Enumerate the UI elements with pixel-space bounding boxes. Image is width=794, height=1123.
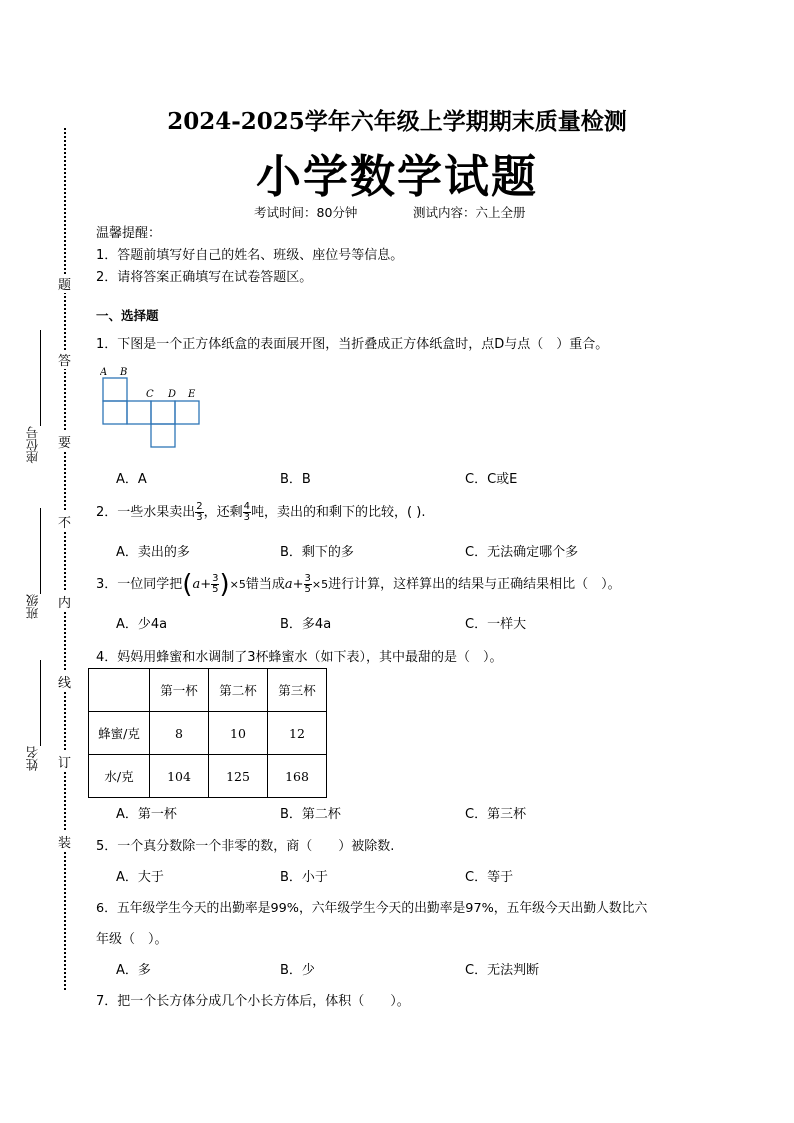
seal-char-da: 答 (58, 350, 71, 369)
table-header-row (89, 669, 327, 712)
q2-stem (96, 500, 425, 526)
class-label: 班级 (25, 594, 40, 619)
table-cell: 168 (268, 755, 327, 798)
q7-stem: 7．把一个长方体分成几个小长方体后，体积（ ）。 (96, 994, 410, 1009)
q3-expr1-a: a+ (192, 577, 212, 592)
q3-option-b[interactable]: B．多4a (280, 617, 332, 632)
table-row (89, 712, 327, 755)
reminder-line-2: 2．请将答案正确填写在试卷答题区。 (96, 270, 313, 285)
q3-text-post: 进行计算，这样算出的结果与正确结果相比（ ）。 (328, 577, 621, 592)
seal-char-bu: 不 (58, 512, 71, 531)
name-underline (40, 660, 41, 746)
q4-stem: 4．妈妈用蜂蜜和水调制了3杯蜂蜜水（如下表），其中最甜的是（ ）。 (96, 650, 503, 665)
binding-dotted-line (64, 128, 66, 990)
q2-text-mid: ，还剩 (203, 505, 243, 520)
q3-text-pre: 3．一位同学把 (96, 577, 183, 592)
table-header-cell: 第三杯 (268, 669, 327, 712)
table-cell: 水/克 (89, 755, 150, 798)
seal-char-zhuang: 装 (58, 832, 71, 851)
q3-option-c[interactable]: C．一样大 (465, 617, 527, 632)
table-cell: 12 (268, 712, 327, 755)
net-face-1 (103, 378, 127, 401)
table-header-cell (89, 669, 150, 712)
test-content: 测试内容：六上全册 (413, 205, 526, 220)
class-field[interactable] (24, 508, 42, 628)
net-label-b: B (120, 367, 128, 378)
q3-fraction-1: $\frac{3}{5}$ (212, 573, 219, 595)
net-face-5 (175, 401, 199, 424)
q1-option-a[interactable]: A．A (116, 472, 147, 487)
seal-char-ding: 订 (58, 752, 71, 771)
net-label-e: E (188, 389, 196, 400)
q6-option-c[interactable]: C．无法判断 (465, 963, 540, 978)
net-face-3 (127, 401, 151, 424)
q2-text-pre: 2．一些水果卖出 (96, 505, 196, 520)
section-heading-choice: 一、选择题 (96, 308, 159, 323)
seal-char-yao: 要 (58, 432, 71, 451)
q4-option-a[interactable]: A．第一杯 (116, 807, 177, 822)
table-cell: 125 (209, 755, 268, 798)
q6-stem-line-2: 年级（ ）。 (96, 932, 168, 947)
net-face-6 (151, 424, 175, 447)
table-header-cell: 第一杯 (150, 669, 209, 712)
seat-field[interactable] (24, 330, 42, 480)
q2-fraction-left: $\frac{4}{3}$ (243, 501, 251, 523)
net-label-d: D (168, 389, 177, 400)
honey-water-table (88, 668, 327, 798)
q3-stem: 3．一位同学把(a+ $\frac{3}{5}$ )×5错当成a+ $\frac{3}{5}$ ×5进行计算，这样算出的结果与正确结果相比（ ）。 (96, 569, 621, 600)
q3-text-mid: 错当成 (245, 577, 285, 592)
net-face-4 (151, 401, 175, 424)
q3-expr2-a: a+ (284, 577, 304, 592)
net-label-c: C (146, 389, 154, 400)
q5-option-c[interactable]: C．等于 (465, 870, 514, 885)
exam-subtitle: 2024-2025学年六年级上学期期末质量检测 (167, 108, 627, 135)
q1-option-b[interactable]: B．B (280, 472, 311, 487)
q4-option-c[interactable]: C．第三杯 (465, 807, 527, 822)
q1-stem: 1．下图是一个正方体纸盒的表面展开图，当折叠成正方体纸盒时，点D与点（ ）重合。 (96, 337, 609, 352)
q1-option-c[interactable]: C．C或E (465, 472, 518, 487)
q5-stem: 5．一个真分数除一个非零的数，商（ ）被除数. (96, 839, 395, 854)
seal-char-ti: 题 (58, 274, 71, 293)
seal-char-xian: 线 (58, 672, 71, 691)
q5-option-a[interactable]: A．大于 (116, 870, 164, 885)
q2-option-b[interactable]: B．剩下的多 (280, 545, 354, 560)
seat-underline (40, 330, 41, 426)
q3-fraction-2: $\frac{3}{5}$ (304, 573, 311, 595)
exam-title: 小学数学试题 (255, 150, 538, 203)
name-field[interactable] (24, 660, 42, 780)
name-label: 姓名 (25, 746, 40, 771)
cube-net-svg (100, 364, 210, 454)
seat-label: 座位号 (25, 426, 40, 464)
table-cell: 8 (150, 712, 209, 755)
q2-option-c[interactable]: C．无法确定哪个多 (465, 545, 579, 560)
reminder-line-1: 1．答题前填写好自己的姓名、班级、座位号等信息。 (96, 248, 404, 263)
reminder-heading: 温馨提醒： (96, 226, 162, 241)
class-underline (40, 508, 41, 594)
table-cell: 蜂蜜/克 (89, 712, 150, 755)
cube-net-figure (100, 364, 210, 454)
q6-stem-line-1: 6．五年级学生今天的出勤率是99%，六年级学生今天的出勤率是97%，五年级今天出勤人数比六 (96, 901, 648, 916)
table-cell: 104 (150, 755, 209, 798)
exam-time: 考试时间：80分钟 (254, 205, 358, 220)
q6-option-b[interactable]: B．少 (280, 963, 315, 978)
q3-times5-2: ×5 (311, 578, 329, 591)
net-face-2 (103, 401, 127, 424)
q6-option-a[interactable]: A．多 (116, 963, 151, 978)
net-label-a: A (100, 367, 108, 378)
q2-fraction-sold: $\frac{2}{3}$ (196, 501, 203, 523)
seal-char-nei: 内 (58, 592, 71, 611)
q5-option-b[interactable]: B．小于 (280, 870, 328, 885)
table-header-cell: 第二杯 (209, 669, 268, 712)
q2-text-post: 吨，卖出的和剩下的比较，( ). (251, 505, 426, 520)
table-row (89, 755, 327, 798)
table-cell: 10 (209, 712, 268, 755)
q4-option-b[interactable]: B．第二杯 (280, 807, 341, 822)
q3-times5-1: ×5 (229, 578, 246, 591)
q3-option-a[interactable]: A．少4a (116, 617, 168, 632)
q2-option-a[interactable]: A．卖出的多 (116, 545, 190, 560)
